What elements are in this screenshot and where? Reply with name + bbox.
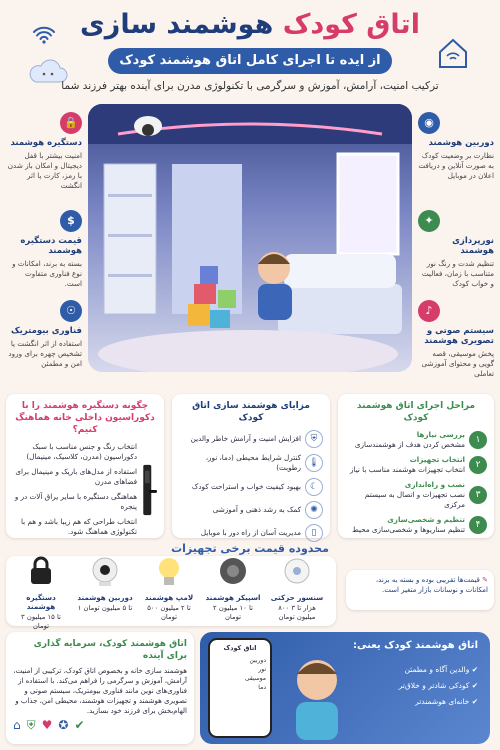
shield-check-icon: ✔: [74, 718, 85, 732]
page-title: اتاق کودک هوشمند سازی: [80, 9, 420, 40]
list-item: ✔ والدین آگاه و مطمئن: [404, 665, 478, 674]
bulb-icon: ✦: [418, 210, 440, 232]
smart-home-icon: [436, 36, 470, 70]
price-item-sensor: سنسور حرکتی ۸۰۰ هزار تا ۳ میلیون تومان: [268, 548, 326, 636]
list-item: انتخاب رنگ و جنس مناسب با سبک دکوراسیون (مدرن، کلاسیک، مینیمال): [26, 442, 138, 461]
list-item: ✔ خانه‌ای هوشمندتر: [415, 697, 478, 706]
phone-item: دوربین: [249, 657, 266, 664]
child-image: [282, 650, 352, 740]
step-item: ۳ نصب و راه‌اندازی نصب تجهیزات و اتصال به سیستم مرکزی: [345, 480, 487, 510]
subtitle-banner: از ایده تا اجرای کامل اتاق هوشمند کودک: [108, 48, 392, 74]
panel-lock-decor: چگونه دستگیره هوشمند را با دکوراسیون داخلی خانه هماهنگ کنیم؟ انتخاب رنگ و جنس مناسب با سبک دکوراسیون (مدرن، کلاسیک، مینیمال) استفاده از مدل‌های باریک و مینیمال برای فضاهای مدرن هماهنگی دستگیره با سایر یراق آلات در و پنجره انتخاب طراحی که هم زیبا باشد و هم با تکنولوژی هماهنگ شود.: [6, 394, 164, 538]
phone-item: موسیقی: [244, 675, 266, 682]
step-item: ۲ انتخاب تجهیزات انتخاب تجهیزات هوشمند مناسب با نیاز: [345, 455, 487, 475]
panel-steps: مراحل اجرای اتاق هوشمند کودک ۱ بررسی نیازها مشخص کردن هدف از هوشمندسازی ۲ انتخاب تجهیزات انتخاب تجهیزات هوشمند مناسب با نیاز ۳ نصب و راه‌اندازی نصب تجهیزات و اتصال به سیستم مرکزی ۴ تنظیم و شخصی‌سازی تنظیم سناریوها و شخصی‌سازی محیط: [338, 394, 494, 538]
list-item: ✺ کمک به رشد ذهنی و آموزشی: [179, 501, 323, 519]
wifi-icon: [32, 26, 56, 44]
feature-smart-av: ♪ سیستم صوتی و تصویری هوشمند پخش موسیقی، قصه گویی و محتوای آموزشی تعاملی: [418, 300, 494, 379]
tagline: ترکیب امنیت، آرامش، آموزش و سرگرمی با تکنولوژی مدرن برای آینده بهتر فرزند شما: [61, 80, 439, 92]
phone-item: دما: [258, 684, 266, 691]
brain-icon: ✺: [305, 501, 323, 519]
shield-icon: ⛨: [305, 430, 323, 448]
list-item: ✔ کودکی شادتر و خلاق‌تر: [398, 681, 478, 690]
phone-mockup: اتاق کودک دوربین نور موسیقی دما: [208, 638, 272, 738]
meaning-list: [399, 662, 478, 710]
feature-biometric: ☉ فناوری بیومتریک استفاده از اثر انگشت یا تشخیص چهره برای ورود امن و مطمئن: [6, 300, 82, 369]
price-item-camera: دوربین هوشمند ۱ تا ۵ میلیون تومان: [76, 548, 134, 636]
graduation-icon: ✪: [58, 718, 69, 732]
feature-lock-price: $ قیمت دستگیره هوشمند بسته به برند، امکانات و نوع فناوری متفاوت است.: [6, 210, 82, 289]
sensor-icon: [277, 554, 317, 588]
list-item: انتخاب طراحی که هم زیبا باشد و هم با تکنولوژی هماهنگ شود.: [20, 517, 138, 536]
list-item: 🌡 کنترل شرایط محیطی (دما، نور، رطوبت): [179, 453, 323, 473]
thermometer-icon: 🌡: [305, 454, 323, 472]
feature-smart-camera: ◉ دوربین هوشمند نظارت بر وضعیت کودک به صورت آنلاین و دریافت اعلان در موبایل: [418, 112, 494, 181]
dollar-icon: $: [60, 210, 82, 232]
list-item: هماهنگی دستگیره با سایر یراق آلات در و پنجره: [14, 492, 138, 511]
home-icon: ⌂: [13, 718, 21, 732]
price-items: [12, 548, 326, 636]
speaker-icon: [213, 554, 253, 588]
step-item: ۱ بررسی نیازها مشخص کردن هدف از هوشمندسازی: [345, 430, 487, 450]
info-icon: ✎: [479, 576, 488, 584]
price-item-bulb: لامپ هوشمند ۵۰۰ تا ۲ میلیون تومان: [140, 548, 198, 636]
feature-smart-lock: 🔒 دستگیره هوشمند امنیت بیشتر با قفل دیجیتال و امکان باز شدن با رمز، کارت یا اثر انگشت: [6, 112, 82, 191]
phone-item: نور: [258, 666, 266, 673]
fingerprint-icon: ☉: [60, 300, 82, 322]
bulb-icon: [149, 554, 189, 588]
camera-icon: ◉: [418, 112, 440, 134]
phone-icon: ▯: [305, 524, 323, 542]
price-item-speaker: اسپیکر هوشمند ۲ تا ۱۰ میلیون تومان: [204, 548, 262, 636]
price-item-lock: دستگیره هوشمند ۳ تا ۱۵ میلیون تومان: [12, 548, 70, 636]
camera-icon: [85, 554, 125, 588]
step-item: ۴ تنظیم و شخصی‌سازی تنظیم سناریوها و شخصی‌سازی محیط: [345, 515, 487, 535]
door-lock-image: [141, 442, 157, 538]
lock-icon: [21, 554, 61, 588]
heart-icon: ♥: [41, 718, 53, 732]
hero-room-illustration: [88, 104, 412, 372]
investment-card: اتاق هوشمند کودک، سرمایه گذاری برای آینده هوشمند سازی خانه و بخصوص اتاق کودک، ترکیبی از امنیت، آرامش، آموزش و سرگرمی را فراهم می‌کند. با استفاده از فناوری‌های نوین مانند فناوری بیومتریک، سیستم صوتی و تصویری هوشمند و تجهیزات هوشمند، محیطی امن، جذاب و الهام‌بخش برای فرزند خود بسازید. ⌂ ⛨ ♥ ✪ ✔: [6, 632, 194, 744]
panel-benefits: مزایای هوشمند سازی اتاق کودک ⛨ افزایش امنیت و آرامش خاطر والدین 🌡 کنترل شرایط محیطی (دما، نور، رطوبت) ☾ بهبود کیفیت خواب و استراحت کودک ✺ کمک به رشد ذهنی و آموزشی ▯ مدیریت آسان از راه دور با موبایل: [172, 394, 330, 538]
price-note: ✎ قیمت‌ها تقریبی بوده و بسته به برند، امکانات و نوسانات بازار متغیر است.: [346, 570, 494, 610]
smart-room-meaning: اتاق هوشمند کودک یعنی: ✔ والدین آگاه و مطمئن ✔ کودکی شادتر و خلاق‌تر ✔ خانه‌ای هوشمندتر اتاق کودک دوربین نور موسیقی دما: [200, 632, 490, 744]
shield-icon: ⛨: [26, 718, 36, 732]
prices-title: محدوده قیمت برخی تجهیزات: [171, 542, 329, 555]
list-item: ▯ مدیریت آسان از راه دور با موبایل: [179, 524, 323, 542]
list-item: استفاده از مدل‌های باریک و مینیمال برای فضاهای مدرن: [15, 467, 138, 486]
moon-icon: ☾: [305, 478, 323, 496]
speaker-icon: ♪: [418, 300, 440, 322]
list-item: ☾ بهبود کیفیت خواب و استراحت کودک: [179, 478, 323, 496]
feature-smart-lighting: ✦ نورپردازی هوشمند تنظیم شدت و رنگ نور متناسب با زمان، فعالیت و خواب کودک: [418, 210, 494, 289]
lock-icon: 🔒: [60, 112, 82, 134]
list-item: ⛨ افزایش امنیت و آرامش خاطر والدین: [179, 430, 323, 448]
